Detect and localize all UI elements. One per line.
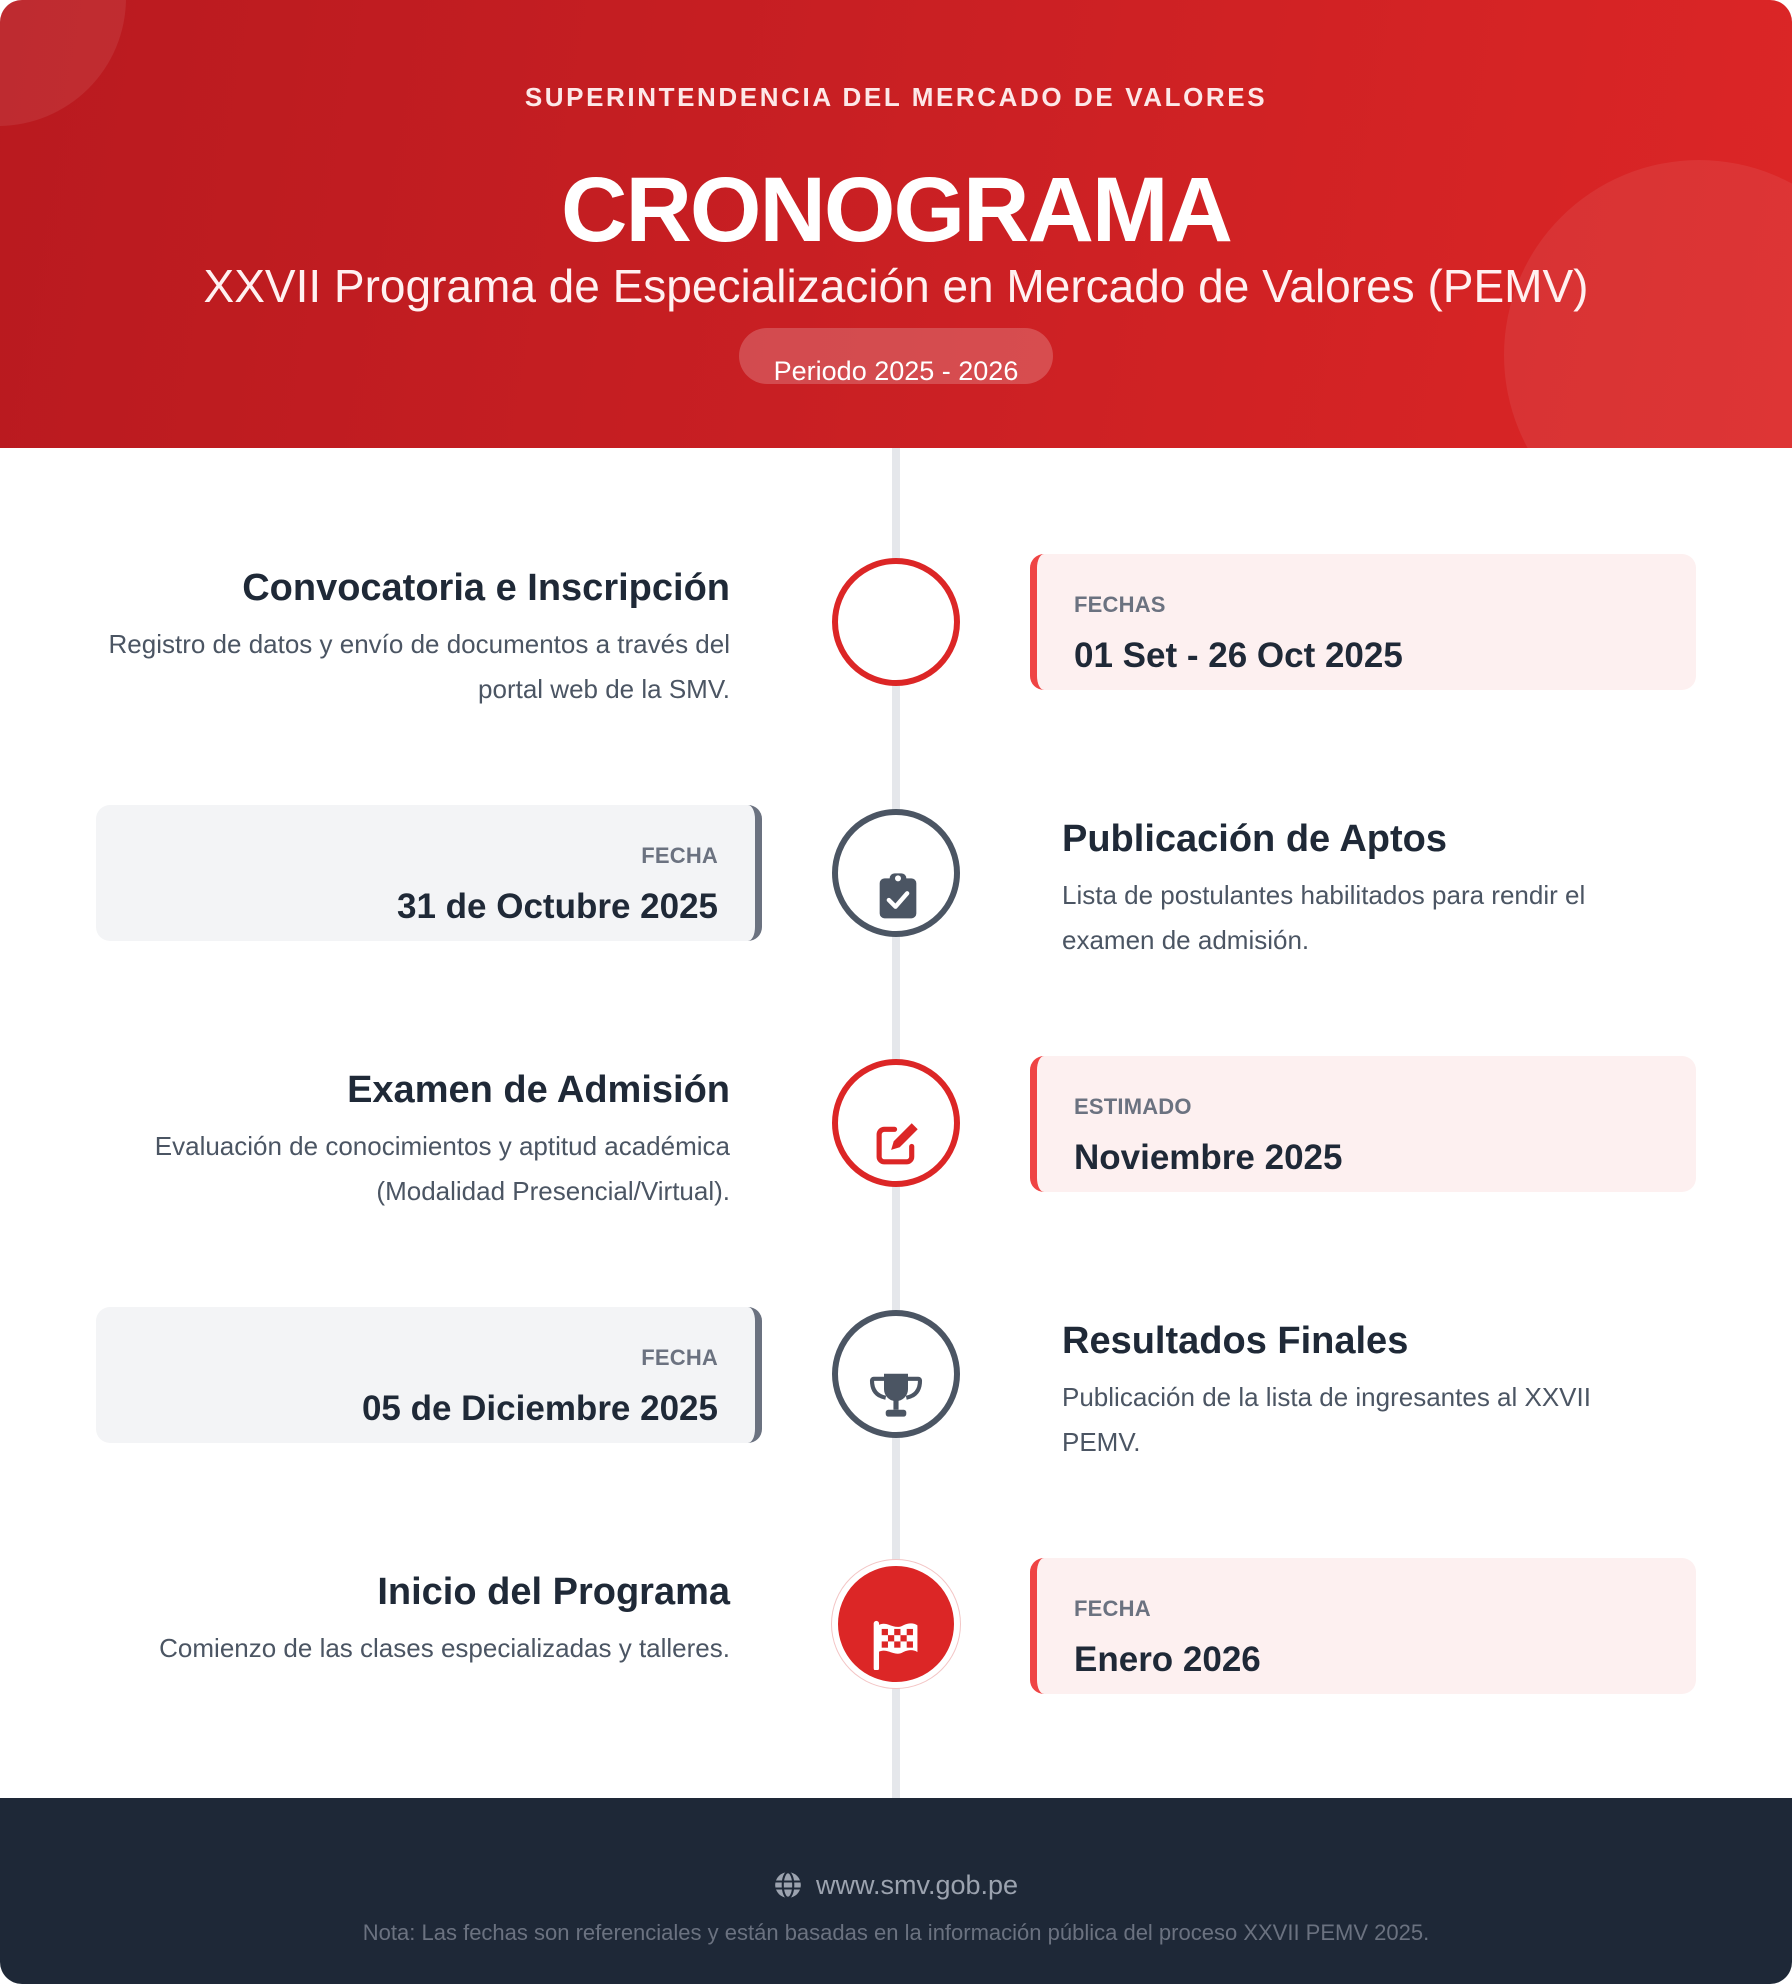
checkered-flag-icon bbox=[871, 1620, 921, 1670]
globe-icon bbox=[774, 1871, 802, 1899]
timeline-node bbox=[832, 809, 960, 937]
date-value: Enero 2026 bbox=[1074, 1640, 1261, 1679]
timeline-event-publicacion-aptos bbox=[1062, 815, 1662, 963]
date-label: ESTIMADO bbox=[1074, 1094, 1192, 1119]
timeline-event-resultados bbox=[1062, 1317, 1662, 1465]
header bbox=[0, 0, 1792, 448]
timeline-event-convocatoria bbox=[100, 564, 730, 712]
date-card bbox=[96, 1307, 762, 1443]
date-value: 31 de Octubre 2025 bbox=[397, 887, 718, 926]
edit-icon bbox=[874, 1119, 922, 1167]
timeline-node-empty bbox=[832, 558, 960, 686]
date-card bbox=[1030, 554, 1696, 690]
timeline-node bbox=[832, 1059, 960, 1187]
date-label: FECHA bbox=[1074, 1596, 1151, 1621]
program-subtitle: XXVII Programa de Especialización en Mercado de Valores (PEMV) bbox=[203, 260, 1589, 312]
timeline bbox=[0, 448, 1792, 1798]
period-badge: Periodo 2025 - 2026 bbox=[739, 328, 1053, 384]
event-description: Comienzo de las clases especializadas y talleres. bbox=[159, 1633, 730, 1663]
page-title: CRONOGRAMA bbox=[561, 159, 1231, 261]
event-title: Resultados Finales bbox=[1062, 1320, 1409, 1362]
event-title: Publicación de Aptos bbox=[1062, 818, 1447, 860]
timeline-event-inicio bbox=[100, 1568, 730, 1671]
timeline-node-final bbox=[832, 1560, 960, 1688]
date-label: FECHA bbox=[641, 843, 718, 868]
event-description: Lista de postulantes habilitados para rendir el examen de admisión. bbox=[1062, 880, 1586, 955]
footer bbox=[0, 1798, 1792, 1984]
date-card bbox=[1030, 1056, 1696, 1192]
event-description: Publicación de la lista de ingresantes al XXVII PEMV. bbox=[1062, 1382, 1591, 1457]
clipboard-check-icon bbox=[878, 871, 918, 919]
date-value: 05 de Diciembre 2025 bbox=[361, 1389, 718, 1428]
website-url[interactable]: www.smv.gob.pe bbox=[815, 1870, 1019, 1900]
date-label: FECHA bbox=[641, 1345, 718, 1370]
date-value: 01 Set - 26 Oct 2025 bbox=[1074, 636, 1403, 675]
website-link[interactable] bbox=[0, 1868, 1792, 1902]
event-description: Evaluación de conocimientos y aptitud académica (Modalidad Presencial/Virtual). bbox=[154, 1131, 730, 1206]
timeline-event-examen bbox=[100, 1066, 730, 1214]
event-description: Registro de datos y envío de documentos a través del portal web de la SMV. bbox=[108, 629, 730, 704]
disclaimer-note: Nota: Las fechas son referenciales y están basadas en la información pública del proceso XXVII PEMV 2025. bbox=[362, 1920, 1430, 1945]
event-title: Inicio del Programa bbox=[377, 1571, 730, 1613]
trophy-icon bbox=[868, 1372, 924, 1420]
date-card bbox=[96, 805, 762, 941]
organization-name: SUPERINTENDENCIA DEL MERCADO DE VALORES bbox=[524, 82, 1268, 112]
event-title: Convocatoria e Inscripción bbox=[242, 567, 730, 609]
date-card bbox=[1030, 1558, 1696, 1694]
timeline-node bbox=[832, 1310, 960, 1438]
event-title: Examen de Admisión bbox=[347, 1069, 730, 1111]
date-label: FECHAS bbox=[1074, 592, 1166, 617]
date-value: Noviembre 2025 bbox=[1074, 1138, 1343, 1177]
